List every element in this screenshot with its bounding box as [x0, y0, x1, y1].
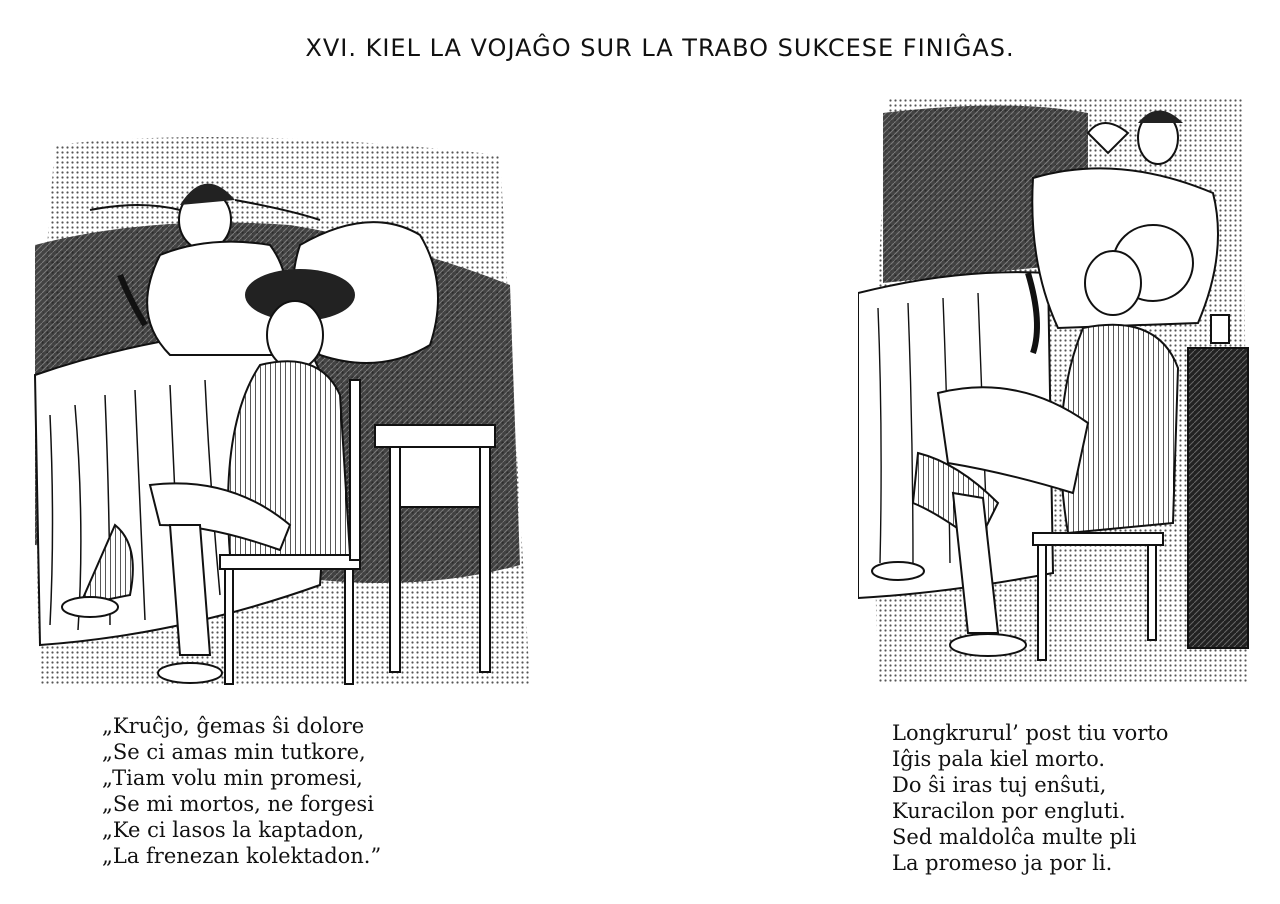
verse-line: Do ŝi iras tuj enŝuti,	[892, 773, 1107, 797]
illustration-left	[30, 125, 530, 690]
verse-line: Iĝis pala kiel morto.	[892, 747, 1106, 771]
verse-line: „Kruĉjo, ĝemas ŝi dolore	[102, 714, 365, 738]
verse-line: „La frenezan kolektadon.”	[102, 844, 382, 868]
verse-left	[102, 713, 381, 869]
verse-line: „Se ci amas min tutkore,	[102, 740, 366, 764]
verse-line: „Tiam volu min promesi,	[102, 766, 363, 790]
verse-line: Kuracilon por engluti.	[892, 799, 1126, 823]
engraving-bed-scene	[30, 125, 530, 690]
verse-right	[892, 720, 1168, 876]
verse-line: Sed maldolĉa multe pli	[892, 825, 1137, 849]
verse-line: „Ke ci lasos la kaptadon,	[102, 818, 365, 842]
page-title: XVI. KIEL LA VOJAĜO SUR LA TRABO SUKCESE FINIĜAS.	[305, 34, 1015, 62]
verse-line: Longkrurul’ post tiu vorto	[892, 721, 1169, 745]
verse-line: „Se mi mortos, ne forgesi	[102, 792, 374, 816]
engraving-drinking-scene	[858, 93, 1253, 690]
illustration-right	[858, 93, 1253, 690]
verse-line: La promeso ja por li.	[892, 851, 1113, 875]
